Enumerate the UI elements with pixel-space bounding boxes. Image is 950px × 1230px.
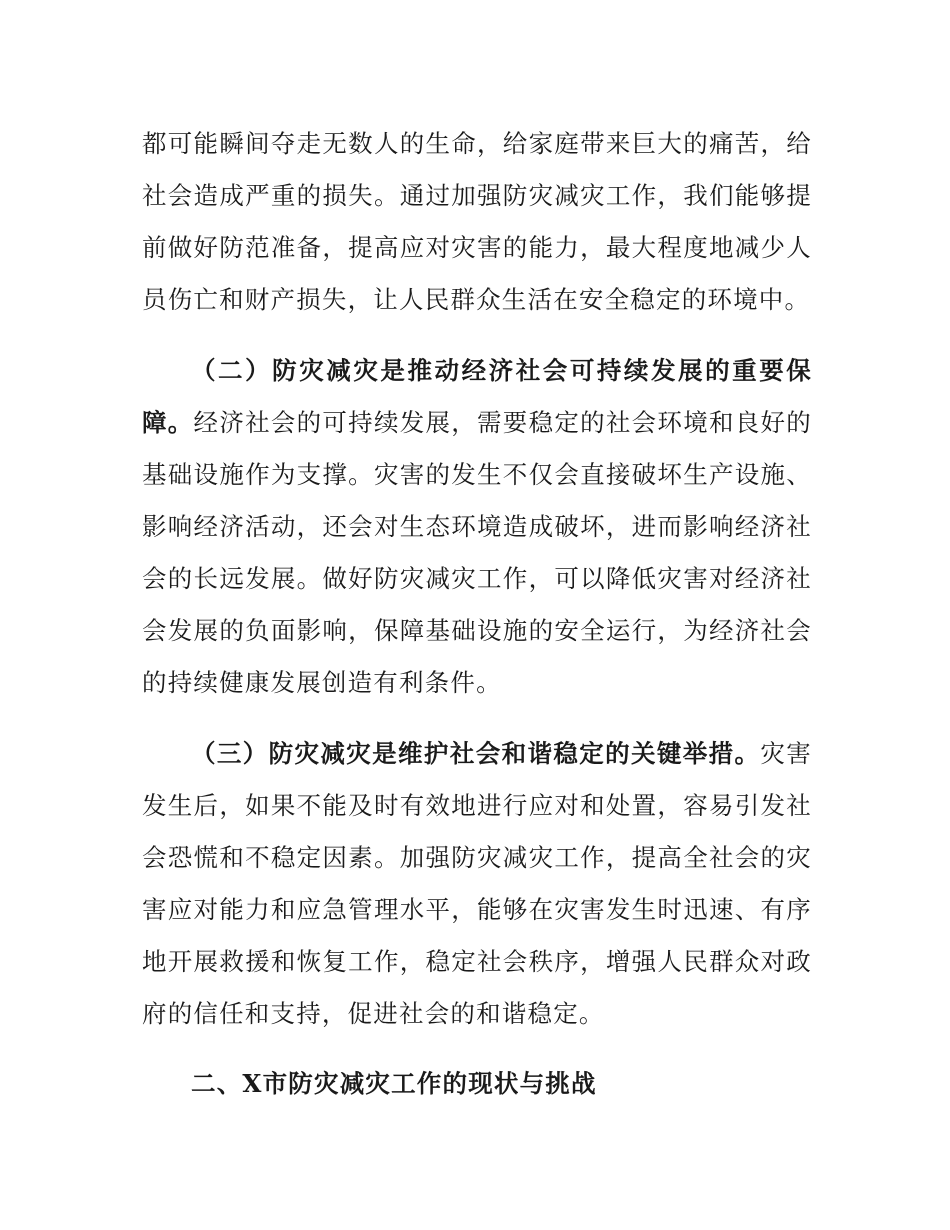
section-heading: 二、X市防灾减灾工作的现状与挑战 — [191, 1069, 597, 1098]
paragraph-text: 经济社会的可持续发展，需要稳定的社会环境和良好的基础设施作为支撑。灾害的发生不仅会直接破坏生产设施、影响经济活动，还会对生态环境造成破坏，进而影响经济社会的长远发展。做好防灾减灾工作，可以降低灾害对经济社会发展的负面影响，保障基础设施的安全运行，为经济社会的持续健康发展创造有利条件。 — [142, 408, 812, 697]
paragraph-text: 都可能瞬间夺走无数人的生命，给家庭带来巨大的痛苦，给社会造成严重的损失。通过加强防灾减灾工作，我们能够提前做好防范准备，提高应对灾害的能力，最大程度地减少人员伤亡和财产损失，让人民群众生活在安全稳定的环境中。 — [142, 129, 812, 314]
paragraph-continuation — [142, 118, 812, 326]
paragraph-social-harmony — [142, 728, 812, 1040]
document-body — [142, 118, 812, 1110]
paragraph-lead-heading: （三）防灾减灾是维护社会和谐稳定的关键举措。 — [191, 739, 761, 768]
paragraph-sustainable-development — [142, 345, 812, 709]
paragraph-text: 灾害发生后，如果不能及时有效地进行应对和处置，容易引发社会恐慌和不稳定因素。加强防灾减灾工作，提高全社会的灾害应对能力和应急管理水平，能够在灾害发生时迅速、有序地开展救援和恢复工作，稳定社会秩序，增强人民群众对政府的信任和支持，促进社会的和谐稳定。 — [142, 739, 812, 1028]
paragraph-lead-heading: （二）防灾减灾是推动经济社会可持续发展的重要保障。 — [142, 356, 812, 437]
